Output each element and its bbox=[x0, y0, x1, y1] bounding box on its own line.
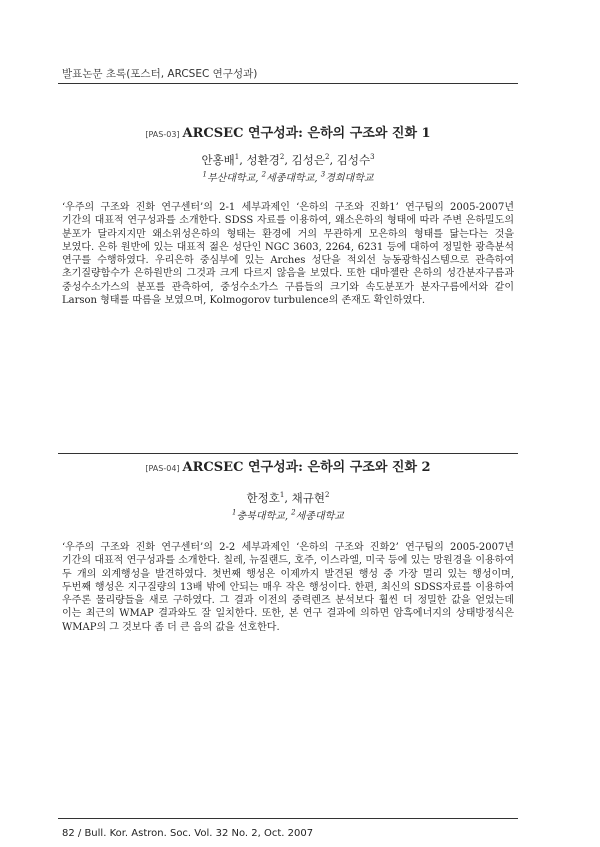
header-rule bbox=[58, 83, 518, 84]
abstract-title: ARCSEC 연구성과: 은하의 구조와 진화 2 bbox=[182, 460, 431, 475]
author-affil-mark: 3 bbox=[370, 153, 375, 162]
author-affil-mark: 2 bbox=[324, 491, 330, 500]
author: 한정호 bbox=[246, 491, 280, 505]
affil-mark: 3 bbox=[320, 170, 326, 179]
affiliation: 충북대학교 bbox=[236, 511, 285, 522]
page-footer: 82 / Bull. Kor. Astron. Soc. Vol. 32 No. 2, Oct. 2007 bbox=[62, 828, 314, 839]
affiliation: 세종대학교 bbox=[295, 511, 344, 522]
abstract-title-line bbox=[62, 122, 514, 141]
author: 채규현 bbox=[291, 491, 325, 505]
running-head: 발표논문 초록(포스터, ARCSEC 연구성과) bbox=[62, 68, 258, 80]
author-affil-mark: 2 bbox=[279, 153, 285, 162]
abstract-body: ‘우주의 구조와 진화 연구센터’의 2-1 세부과제인 ‘은하의 구조와 진화1’ 연구팀의 2005-2007년 기간의 대표적 연구성과를 소개한다. SDSS 자료를 이용하여, 왜소은하의 형태에 따라 주변 은하밀도의 분포가 달라지지만 왜소위성은하의 형태는 환경에 거의 무관하게 모은하의 형태를 닮는다는 것을 보였다. 은하 원반에 있는 대표적 젊은 성단인 NGC 3603, 2264, 6231 등에 대하여 정밀한 광측분석 연구를 수행하였다. 우리은하 중심부에 있는 Arches 성단을 적외선 능동광학십스템으로 관측하여 초기질량함수가 은하원반의 그것과 크게 다르지 않음을 보였다. 또한 대마젤란 은하의 성간분자구름과 중성수소가스의 분포를 관측하여, 중성수소가스 구름들의 크기와 속도분포가 분자구름에서와 같이 Larson 형태를 따름을 보였으며, Kolmogorov turbulence의 존재도 확인하였다. bbox=[62, 202, 514, 307]
abstract-code: [PAS-04] bbox=[145, 464, 180, 473]
affil-mark: 1 bbox=[232, 508, 237, 517]
section-divider-rule bbox=[58, 453, 518, 454]
abstract-title-line bbox=[62, 456, 514, 475]
abstract-pas-03 bbox=[62, 122, 514, 307]
affiliation-list: $^1$충북대학교, $^2$세종대학교 bbox=[232, 508, 344, 522]
affil-mark: 2 bbox=[291, 508, 296, 517]
affiliation: 경희대학교 bbox=[325, 173, 374, 184]
affiliation: 부산대학교 bbox=[206, 173, 256, 184]
author: 김성수 bbox=[336, 153, 371, 167]
author: 김성은 bbox=[291, 153, 325, 167]
abstract-title: ARCSEC 연구성과: 은하의 구조와 진화 1 bbox=[182, 126, 431, 141]
affil-mark: 1 bbox=[202, 170, 207, 179]
author-list: 안홍배$^1$, 성환경$^2$, 김성은$^2$, 김성수$^3$ bbox=[201, 153, 375, 167]
affil-mark: 2 bbox=[261, 170, 267, 179]
author-list: 한정호$^1$, 채규현$^2$ bbox=[246, 491, 330, 505]
abstract-pas-04 bbox=[62, 456, 514, 634]
footer-rule bbox=[58, 818, 518, 819]
affiliation-list: $^1$부산대학교, $^2$세종대학교, $^3$경희대학교 bbox=[202, 170, 374, 184]
abstract-body: ‘우주의 구조와 진화 연구센터’의 2-2 세부과제인 ‘은하의 구조와 진화2’ 연구팀의 2005-2007년 기간의 대표적 연구성과를 소개한다. 칠레, 뉴질랜드, 호주, 이스라엘, 미국 등에 있는 망원경을 이용하여 두 개의 외계행성을 발견하였다. 첫번째 행성은 이제까지 발견된 행성 중 가장 멀리 있는 행성이며, 두번째 행성은 지구질량의 13배 밖에 안되는 매우 작은 행성이다. 한편, 최신의 SDSS자료를 이용하여 우주론 물리량들을 새로 구하였다. 그 결과 이전의 중력렌즈 분석보다 훨씬 더 정밀한 값을 얻었는데 이는 최근의 WMAP 결과와도 잘 일치한다. 또한, 본 연구 결과에 의하면 암흑에너지의 상태방정식은 WMAP의 그 것보다 좀 더 큰 음의 값을 선호한다. bbox=[62, 542, 514, 633]
author-affil-mark: 1 bbox=[234, 153, 240, 162]
author-affil-mark: 2 bbox=[324, 153, 330, 162]
author: 성환경 bbox=[246, 153, 280, 167]
abstract-code: [PAS-03] bbox=[145, 130, 180, 139]
affiliation: 세종대학교 bbox=[266, 173, 315, 184]
author: 안홍배 bbox=[201, 153, 235, 167]
author-affil-mark: 1 bbox=[279, 491, 285, 500]
